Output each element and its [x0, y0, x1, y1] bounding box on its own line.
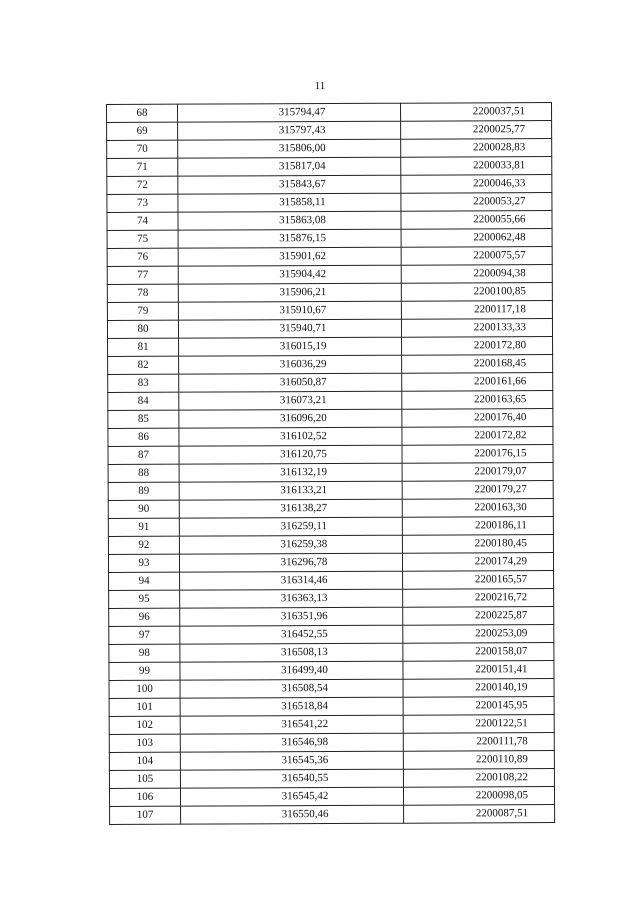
x-coordinate-cell: 316351,96 [180, 607, 403, 626]
table-row [109, 751, 554, 771]
y-coordinate-cell: 2200098,05 [403, 787, 554, 806]
point-number-cell: 103 [109, 734, 180, 752]
y-coordinate-cell: 2200180,45 [402, 535, 553, 554]
y-coordinate-cell: 2200133,33 [401, 319, 552, 338]
table-row [107, 265, 552, 285]
x-coordinate-cell: 316518,84 [180, 697, 403, 716]
point-number-cell: 68 [107, 104, 178, 122]
x-coordinate-cell: 316036,29 [179, 355, 402, 374]
point-number-cell: 70 [107, 140, 178, 158]
table-row [108, 373, 553, 393]
x-coordinate-cell: 316259,38 [179, 535, 402, 554]
y-coordinate-cell: 2200094,38 [401, 265, 552, 284]
y-coordinate-cell: 2200225,87 [403, 607, 554, 626]
x-coordinate-cell: 315940,71 [178, 319, 401, 338]
table-row [109, 787, 554, 807]
point-number-cell: 87 [108, 446, 179, 464]
table-row [109, 607, 554, 627]
x-coordinate-cell: 316050,87 [179, 373, 402, 392]
point-number-cell: 92 [108, 536, 179, 554]
table-row [109, 769, 554, 789]
y-coordinate-cell: 2200110,89 [403, 751, 554, 770]
x-coordinate-cell: 316120,75 [179, 445, 402, 464]
point-number-cell: 102 [109, 716, 180, 734]
y-coordinate-cell: 2200087,51 [404, 805, 555, 824]
table-row [107, 121, 552, 141]
table-row [107, 157, 552, 177]
x-coordinate-cell: 316540,55 [180, 769, 403, 788]
point-number-cell: 77 [107, 266, 178, 284]
y-coordinate-cell: 2200028,83 [401, 139, 552, 158]
x-coordinate-cell: 316015,19 [179, 337, 402, 356]
point-number-cell: 80 [107, 320, 178, 338]
y-coordinate-cell: 2200151,41 [403, 661, 554, 680]
table-row [107, 193, 552, 213]
x-coordinate-cell: 315858,11 [178, 193, 401, 212]
table-row [108, 391, 553, 411]
y-coordinate-cell: 2200176,40 [402, 409, 553, 428]
x-coordinate-cell: 315817,04 [178, 157, 401, 176]
y-coordinate-cell: 2200172,82 [402, 427, 553, 446]
y-coordinate-cell: 2200140,19 [403, 679, 554, 698]
x-coordinate-cell: 315901,62 [178, 247, 401, 266]
point-number-cell: 90 [108, 500, 179, 518]
x-coordinate-cell: 315904,42 [178, 265, 401, 284]
y-coordinate-cell: 2200172,80 [402, 337, 553, 356]
point-number-cell: 74 [107, 212, 178, 230]
point-number-cell: 96 [109, 608, 180, 626]
x-coordinate-cell: 316545,36 [180, 751, 403, 770]
coordinates-table-body [107, 103, 555, 825]
table-row [108, 517, 553, 537]
x-coordinate-cell: 316296,78 [179, 553, 402, 572]
point-number-cell: 71 [107, 158, 178, 176]
table-row [108, 337, 553, 357]
point-number-cell: 107 [110, 806, 181, 824]
x-coordinate-cell: 316138,27 [179, 499, 402, 518]
x-coordinate-cell: 315863,08 [178, 211, 401, 230]
point-number-cell: 104 [109, 752, 180, 770]
y-coordinate-cell: 2200075,57 [401, 247, 552, 266]
y-coordinate-cell: 2200122,51 [403, 715, 554, 734]
x-coordinate-cell: 316508,13 [180, 643, 403, 662]
table-row [109, 679, 554, 699]
y-coordinate-cell: 2200163,30 [402, 499, 553, 518]
x-coordinate-cell: 316132,19 [179, 463, 402, 482]
point-number-cell: 106 [109, 788, 180, 806]
point-number-cell: 91 [108, 518, 179, 536]
y-coordinate-cell: 2200216,72 [403, 589, 554, 608]
point-number-cell: 86 [108, 428, 179, 446]
y-coordinate-cell: 2200253,09 [403, 625, 554, 644]
table-row [109, 625, 554, 645]
table-row [108, 463, 553, 483]
point-number-cell: 95 [109, 590, 180, 608]
table-row [107, 103, 552, 123]
point-number-cell: 93 [108, 554, 179, 572]
point-number-cell: 100 [109, 680, 180, 698]
table-row [107, 301, 552, 321]
table-row [108, 427, 553, 447]
table-row [109, 661, 554, 681]
y-coordinate-cell: 2200025,77 [401, 121, 552, 140]
x-coordinate-cell: 316541,22 [180, 715, 403, 734]
point-number-cell: 82 [108, 356, 179, 374]
point-number-cell: 76 [107, 248, 178, 266]
y-coordinate-cell: 2200108,22 [403, 769, 554, 788]
point-number-cell: 85 [108, 410, 179, 428]
x-coordinate-cell: 315910,67 [178, 301, 401, 320]
table-row [109, 643, 554, 663]
point-number-cell: 99 [109, 662, 180, 680]
y-coordinate-cell: 2200037,51 [400, 103, 551, 122]
table-row [107, 247, 552, 267]
coordinates-table [106, 102, 555, 825]
y-coordinate-cell: 2200179,07 [402, 463, 553, 482]
x-coordinate-cell: 316096,20 [179, 409, 402, 428]
table-row [109, 733, 554, 753]
point-number-cell: 79 [107, 302, 178, 320]
x-coordinate-cell: 315806,00 [178, 139, 401, 158]
y-coordinate-cell: 2200033,81 [401, 157, 552, 176]
point-number-cell: 101 [109, 698, 180, 716]
point-number-cell: 84 [108, 392, 179, 410]
x-coordinate-cell: 316314,46 [180, 571, 403, 590]
point-number-cell: 83 [108, 374, 179, 392]
point-number-cell: 94 [109, 572, 180, 590]
table-row [107, 139, 552, 159]
table-row [108, 355, 553, 375]
point-number-cell: 73 [107, 194, 178, 212]
x-coordinate-cell: 315876,15 [178, 229, 401, 248]
table-row [107, 319, 552, 339]
x-coordinate-cell: 316259,11 [179, 517, 402, 536]
y-coordinate-cell: 2200145,95 [403, 697, 554, 716]
y-coordinate-cell: 2200062,48 [401, 229, 552, 248]
x-coordinate-cell: 315794,47 [178, 103, 401, 122]
point-number-cell: 98 [109, 644, 180, 662]
point-number-cell: 78 [107, 284, 178, 302]
x-coordinate-cell: 316452,55 [180, 625, 403, 644]
y-coordinate-cell: 2200055,66 [401, 211, 552, 230]
x-coordinate-cell: 316133,21 [179, 481, 402, 500]
table-row [109, 697, 554, 717]
table-row [107, 229, 552, 249]
y-coordinate-cell: 2200163,65 [402, 391, 553, 410]
table-row [107, 211, 552, 231]
x-coordinate-cell: 315843,67 [178, 175, 401, 194]
table-row [109, 571, 554, 591]
table-row [110, 805, 555, 825]
x-coordinate-cell: 316499,40 [180, 661, 403, 680]
y-coordinate-cell: 2200186,11 [402, 517, 553, 536]
table-row [107, 175, 552, 195]
table-row [107, 283, 552, 303]
x-coordinate-cell: 316545,42 [180, 787, 403, 806]
y-coordinate-cell: 2200053,27 [401, 193, 552, 212]
table-row [108, 535, 553, 555]
table-row [109, 589, 554, 609]
y-coordinate-cell: 2200100,85 [401, 283, 552, 302]
y-coordinate-cell: 2200174,29 [402, 553, 553, 572]
point-number-cell: 89 [108, 482, 179, 500]
x-coordinate-cell: 316546,98 [180, 733, 403, 752]
table-row [108, 481, 553, 501]
point-number-cell: 81 [108, 338, 179, 356]
table-row [108, 553, 553, 573]
y-coordinate-cell: 2200176,15 [402, 445, 553, 464]
y-coordinate-cell: 2200111,78 [403, 733, 554, 752]
point-number-cell: 88 [108, 464, 179, 482]
x-coordinate-cell: 315797,43 [178, 121, 401, 140]
x-coordinate-cell: 316363,13 [180, 589, 403, 608]
x-coordinate-cell: 316550,46 [181, 805, 404, 824]
table-row [108, 409, 553, 429]
y-coordinate-cell: 2200117,18 [401, 301, 552, 320]
point-number-cell: 97 [109, 626, 180, 644]
table-row [108, 499, 553, 519]
x-coordinate-cell: 316073,21 [179, 391, 402, 410]
point-number-cell: 105 [109, 770, 180, 788]
y-coordinate-cell: 2200158,07 [403, 643, 554, 662]
x-coordinate-cell: 316102,52 [179, 427, 402, 446]
table-row [109, 715, 554, 735]
point-number-cell: 72 [107, 176, 178, 194]
y-coordinate-cell: 2200161,66 [402, 373, 553, 392]
y-coordinate-cell: 2200046,33 [401, 175, 552, 194]
x-coordinate-cell: 315906,21 [178, 283, 401, 302]
y-coordinate-cell: 2200168,45 [402, 355, 553, 374]
table-row [108, 445, 553, 465]
y-coordinate-cell: 2200165,57 [403, 571, 554, 590]
y-coordinate-cell: 2200179,27 [402, 481, 553, 500]
point-number-cell: 69 [107, 122, 178, 140]
point-number-cell: 75 [107, 230, 178, 248]
x-coordinate-cell: 316508,54 [180, 679, 403, 698]
page-number: 11 [314, 80, 326, 92]
